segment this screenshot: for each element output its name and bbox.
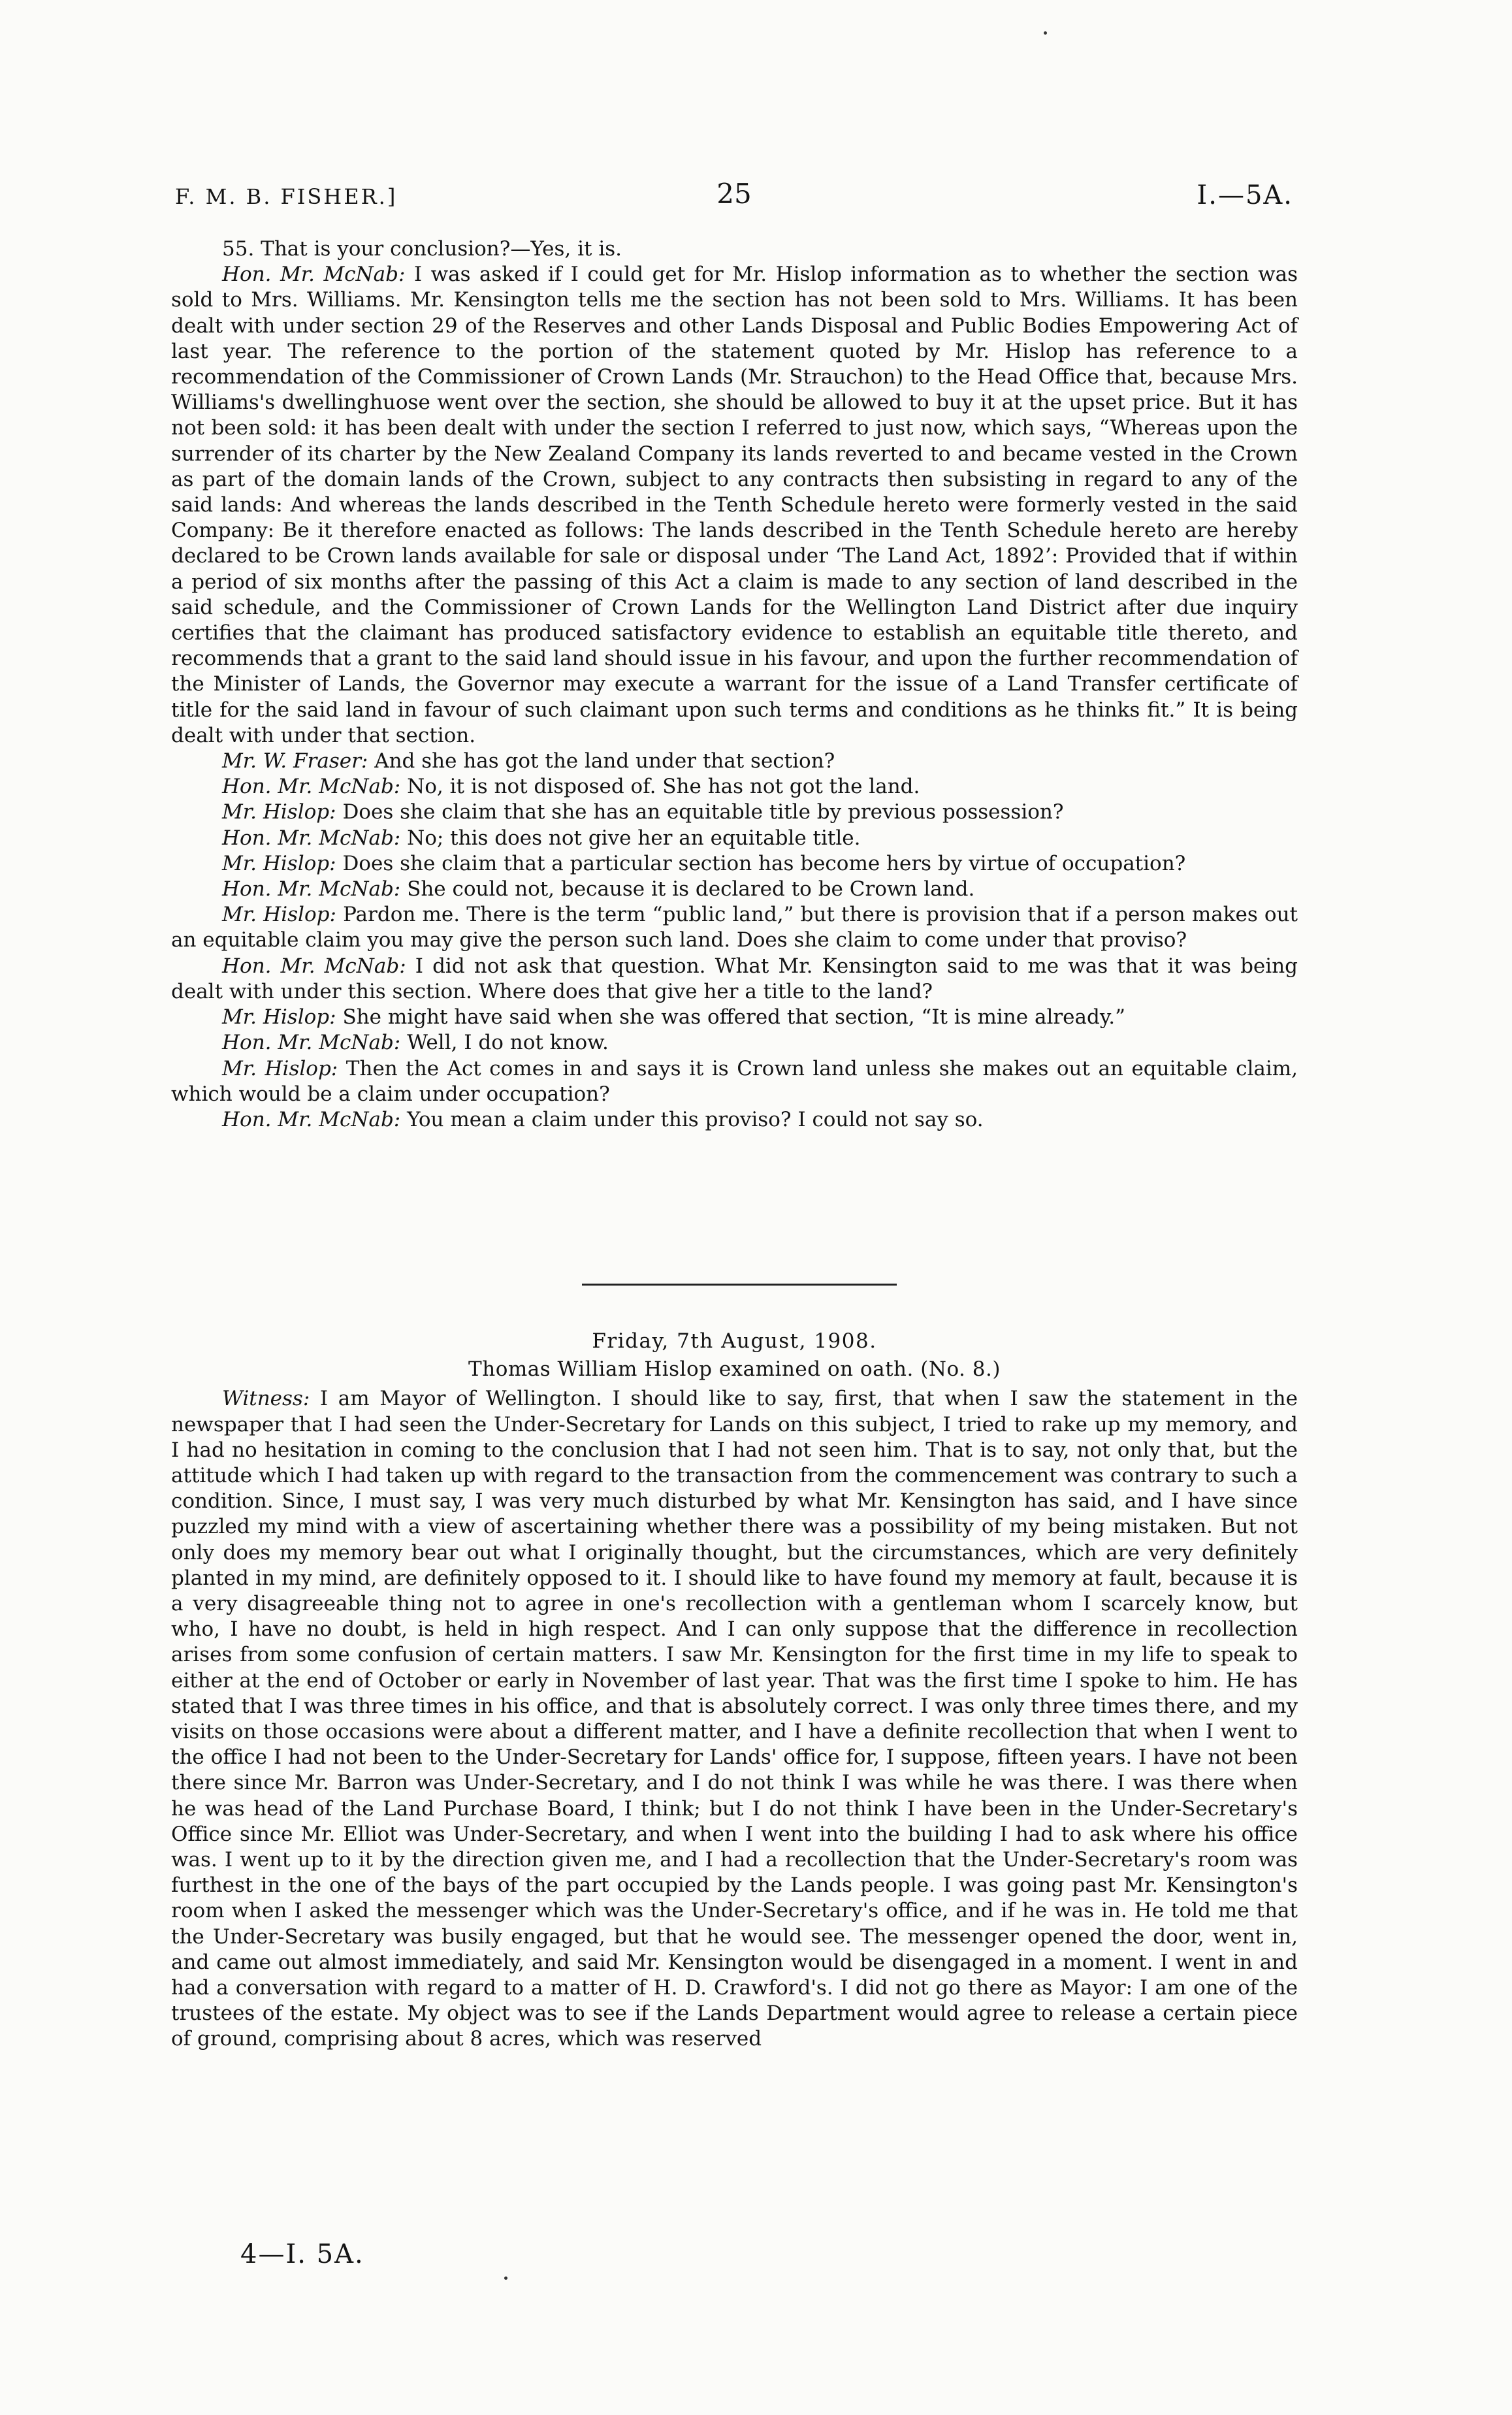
dialogue-paragraph bbox=[171, 800, 1298, 825]
dialogue-paragraph bbox=[171, 1056, 1298, 1107]
speaker-label: Mr. Hislop: bbox=[222, 1056, 338, 1080]
dialogue-text: And she has got the land under that section? bbox=[374, 749, 835, 773]
witness-statement bbox=[171, 1386, 1298, 2052]
paper-speck bbox=[1044, 31, 1047, 35]
speaker-label: Hon. Mr. McNab: bbox=[222, 1107, 401, 1131]
statement-text: I am Mayor of Wellington. I should like to say, first, that when I saw the statement in the newspaper that I had seen the Under-Secretary for Lands on this subject, I tried to rake up my memory, and I had no hesitation in coming to the conclusion that I had not seen him. That is to say, not only that, but the attitude which I had taken up with regard to the transaction from the commencement was contrary to such a condition. Since, I must say, I was very much disturbed by what Mr. Kensington has said, and I have since puzzled my mind with a view of ascertaining whether there was a possibility of my being mistaken. But not only does my memory bear out what I originally thought, but the circumstances, which are very definitely planted in my mind, are definitely opposed to it. I should like to have found my memory at fault, because it is a very disagreeable thing not to agree in one's recollection with a gentleman whom I scarcely know, but who, I have no doubt, is held in high respect. And I can only suppose that the difference in recollection arises from some confusion of certain matters. I saw Mr. Kensington for the first time in my life to speak to either at the end of October or early in November of last year. That was the first time I spoke to him. He has stated that I was three times in his office, and that is absolutely correct. I was only three times there, and my visits on those occasions were about a different matter, and I have a definite recollection that when I went to the office I had not been to the Under-Secretary for Lands' office for, I suppose, fifteen years. I have not been there since Mr. Barron was Under-Secretary, and I do not think I was while he was there. I was there when he was head of the Land Purchase Board, I think; but I do not think I have been in the Under-Secretary's Office since Mr. Elliot was Under-Secretary, and when I went into the building I had to ask where his office was. I went up to it by the direction given me, and I had a recollection that the Under-Secretary's room was furthest in the one of the bays of the part occupied by the Lands people. I was going past Mr. Kensington's room when I asked the messenger which was the Under-Secretary's office, and if he was in. He told me that the Under-Secretary was busily engaged, but that he would see. The messenger opened the door, went in, and came out almost immediately, and said Mr. Kensington would be disengaged in a moment. I went in and had a conversation with regard to a matter of H. D. Crawford's. I did not go there as Mayor: I am one of the trustees of the estate. My object was to see if the Lands Department would agree to release a certain piece of ground, comprising about 8 acres, which was reserved bbox=[171, 1387, 1298, 2051]
dialogue-paragraph bbox=[171, 851, 1298, 877]
section-divider bbox=[582, 1284, 897, 1286]
dialogue-text: She could not, because it is declared to be Crown land. bbox=[407, 877, 975, 901]
dialogue-paragraph bbox=[171, 236, 1298, 262]
witness-heading: Thomas William Hislop examined on oath. (No. 8.) bbox=[468, 1357, 1001, 1382]
speaker-label: Hon. Mr. McNab: bbox=[222, 263, 406, 287]
dialogue-paragraph bbox=[171, 954, 1298, 1005]
speaker-label: Mr. Hislop: bbox=[222, 851, 336, 875]
witness-examination bbox=[171, 1329, 1298, 2052]
dialogue-text: 55. That is your conclusion?—Yes, it is. bbox=[222, 237, 622, 261]
dialogue-paragraph bbox=[171, 877, 1298, 902]
speaker-label: Mr. Hislop: bbox=[222, 903, 336, 927]
dialogue-paragraph bbox=[171, 1005, 1298, 1030]
dialogue-paragraph bbox=[171, 1030, 1298, 1056]
dialogue-text: Well, I do not know. bbox=[407, 1031, 609, 1055]
speaker-label: Hon. Mr. McNab: bbox=[222, 826, 401, 850]
paper-reference: I.—5A. bbox=[1197, 180, 1293, 210]
dialogue-paragraph bbox=[171, 774, 1298, 800]
speaker-label: Hon. Mr. McNab: bbox=[222, 954, 406, 978]
dialogue-text: You mean a claim under this proviso? I could not say so. bbox=[407, 1107, 984, 1131]
dialogue-paragraph bbox=[171, 902, 1298, 953]
session-date: Friday, 7th August, 1908. bbox=[592, 1329, 877, 1353]
speaker-label: Mr. W. Fraser: bbox=[222, 749, 368, 773]
dialogue-text: Does she claim that a particular section has become hers by virtue of occupation? bbox=[342, 851, 1186, 875]
speaker-label: Hon. Mr. McNab: bbox=[222, 877, 401, 901]
dialogue-text: Then the Act comes in and says it is Crown land unless she makes out an equitable claim, which would be a claim under occupation? bbox=[171, 1056, 1298, 1106]
dialogue-text: Pardon me. There is the term “public land,” but there is provision that if a person makes out an equitable claim you may give the person such land. Does she claim to come under that proviso? bbox=[171, 903, 1298, 952]
dialogue-text: Does she claim that she has an equitable title by previous possession? bbox=[342, 800, 1064, 824]
dialogue-paragraph bbox=[171, 826, 1298, 851]
dialogue-paragraph bbox=[171, 749, 1298, 774]
dialogue-text: I was asked if I could get for Mr. Hislop information as to whether the section was sold to Mrs. Williams. Mr. Kensington tells me the section has not been sold to Mrs. Williams. It has been dealt with under section 29 of the Reserves and other Lands Disposal and Public Bodies Empowering Act of last year. The reference to the portion of the statement quoted by Mr. Hislop has reference to a recommendation of the Commissioner of Crown Lands (Mr. Strauchon) to the Head Office that, because Mrs. Williams's dwellinghuose went over the section, she should be allowed to buy it at the upset price. But it has not been sold: it has been dealt with under the section I referred to just now, which says, “Whereas upon the surrender of its charter by the New Zealand Company its lands reverted to and became vested in the Crown as part of the domain lands of the Crown, subject to any contracts then subsisting in regard to any of the said lands: And whereas the lands described in the Tenth Schedule hereto were formerly vested in the said Company: Be it therefore enacted as follows: The lands described in the Tenth Schedule hereto are hereby declared to be Crown lands available for sale or disposal under ‘The Land Act, 1892’: Provided that if within a period of six months after the passing of this Act a claim is made to any section of land described in the said schedule, and the Commissioner of Crown Lands for the Wellington Land District after due inquiry certifies that the claimant has produced satisfactory evidence to establish an equitable title thereto, and recommends that a grant to the said land should issue in his favour, and upon the further recommendation of the Minister of Lands, the Governor may execute a warrant for the issue of a Land Transfer certificate of title for the said land in favour of such claimant upon such terms and conditions as he thinks fit.” It is being dealt with under that section. bbox=[171, 263, 1298, 747]
speaker-label: Mr. Hislop: bbox=[222, 800, 336, 824]
dialogue-text: I did not ask that question. What Mr. Kensington said to me was that it was being dealt with under this section. Where does that give her a title to the land? bbox=[171, 954, 1298, 1003]
speaker-label: Witness: bbox=[222, 1387, 310, 1411]
signature-mark: 4—I. 5A. bbox=[240, 2239, 364, 2269]
dialogue-text: No, it is not disposed of. She has not got the land. bbox=[407, 775, 920, 799]
header-author: F. M. B. FISHER.] bbox=[175, 184, 398, 209]
speaker-label: Mr. Hislop: bbox=[222, 1005, 336, 1029]
dialogue-text: No; this does not give her an equitable title. bbox=[407, 826, 861, 850]
dialogue-paragraph bbox=[171, 1107, 1298, 1133]
dialogue-paragraph bbox=[171, 262, 1298, 749]
dialogue-text: She might have said when she was offered that section, “It is mine already.” bbox=[342, 1005, 1125, 1029]
speaker-label: Hon. Mr. McNab: bbox=[222, 1031, 401, 1055]
speaker-label: Hon. Mr. McNab: bbox=[222, 775, 401, 799]
running-header bbox=[175, 178, 1293, 217]
committee-exchange bbox=[171, 236, 1298, 1133]
page-number: 25 bbox=[716, 178, 752, 210]
paper-speck bbox=[504, 2277, 507, 2280]
